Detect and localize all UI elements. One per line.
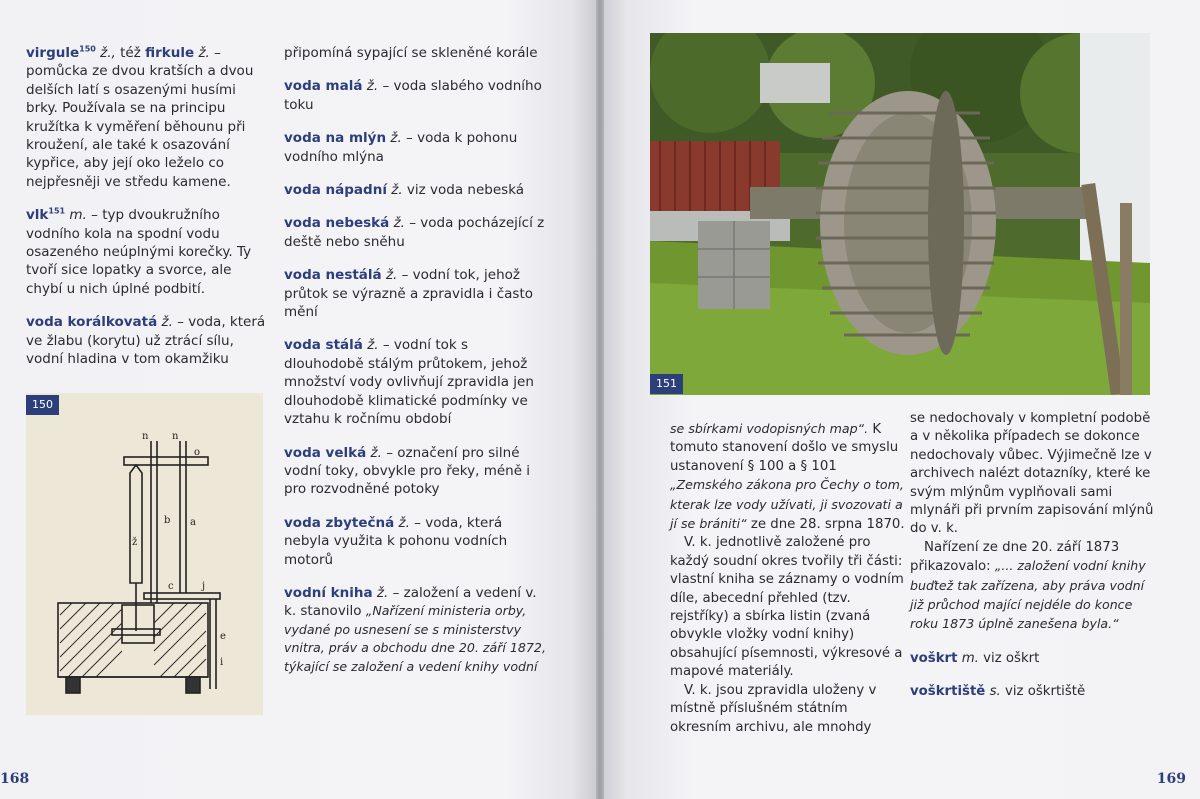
grammar-tag: ž.: [385, 267, 398, 284]
entry-voskrt: [910, 650, 1160, 668]
diagram-label-z: ž: [132, 537, 138, 548]
entry-vlk: [26, 206, 266, 298]
figure-number-151: 151: [650, 374, 683, 394]
entry-continuation: [284, 44, 549, 62]
figure-ref: 150: [79, 44, 96, 54]
compass-tool-diagram: [26, 393, 263, 715]
entry-voda-zbytecna: [284, 514, 549, 569]
entry-vodni-kniha: [284, 584, 549, 676]
entry-text: – založení a vedení v. k. stanovilo: [284, 584, 537, 620]
headword: voda nestálá: [284, 267, 382, 284]
grammar-tag: ž.: [161, 314, 173, 331]
paragraph: [670, 420, 906, 534]
entry-voda-nestala: [284, 266, 549, 321]
headword: voda stálá: [284, 337, 363, 354]
diagram-label-c: c: [168, 581, 174, 592]
grammar-tag: ž.: [390, 130, 402, 147]
entry-text: ze dne 28. srpna 1870.: [746, 517, 905, 533]
diagram-label-n: n: [172, 431, 179, 442]
headword: voda na mlýn: [284, 130, 387, 147]
paragraph: V. k. jsou zpravidla uloženy v místně příslušném státním okresním archivu, ale mnohdy: [670, 682, 877, 735]
entry-text: – voda pocházející z deště nebo sněhu: [284, 215, 545, 250]
left-column-2: [284, 44, 549, 691]
page-number-right: 169: [1156, 771, 1186, 787]
entry-virgule: [26, 44, 266, 191]
entry-quote: „Zemského zákona pro Čechy o tom, kterak lze vody užívati, ji svozovati a jí se brániti“: [670, 477, 904, 532]
right-column-1: [670, 420, 906, 737]
headword: voškrt: [910, 650, 958, 666]
entry-voda-nebeska: [284, 214, 549, 251]
right-page: [604, 0, 1200, 799]
entry-text: – voda, která ve žlabu (korytu) už ztrácí sílu, vodní hladina v tom okamžiku: [26, 314, 266, 368]
grammar-tag: ž.: [367, 337, 379, 354]
entry-text: viz oškrtiště: [1000, 684, 1086, 700]
entry-voda-mala: [284, 77, 549, 114]
entry-text: – voda slabého vodního toku: [284, 78, 542, 113]
entry-voda-napadni: [284, 181, 549, 199]
entry-text: K tomuto stanovení došlo ve smyslu ustanovení § 100 a § 101: [670, 422, 899, 474]
paragraph: se nedochovaly v kompletní podobě a v několika případech se dokonce nedochovaly vůbec. Výjimečně lze v archivech nalézt dotazníky, které ke svým mlýnům vyplňovali sami mlynáři při prvním zapisování mlýnů do v. k.: [910, 411, 1154, 537]
entry-text: – pomůcka ze dvou kratších a dvou delších latí s osazenými husími brky. Používala se na principu kružítka k vyměření běhounu při kroužení, ale také k osazování kypřice, aby její oko leželo co nejpřesněji ve středu kamene.: [26, 45, 254, 190]
entry-text: – typ dvoukružního vodního kola na spodní vodu osazeného neúplnými korečky. Ty tvoří sice lopatky a svorce, ale chybí u nich úplné podbití.: [26, 207, 252, 297]
entry-text: – vodní tok s dlouhodobě stálým průtokem, jehož množství vody ovlivňují zpravidla jen dlouhodobě klimatické podmínky ve vztahu k ročnímu období: [284, 337, 534, 428]
diagram-label-b: b: [164, 515, 171, 526]
grammar-tag: m.: [961, 650, 979, 666]
entry-text: připomíná sypající se skleněné korále: [284, 45, 538, 61]
headword: voda korálkovatá: [26, 314, 158, 331]
right-column-2: [910, 410, 1160, 717]
entry-voda-stala: [284, 336, 549, 428]
left-column-1: [26, 44, 266, 384]
grammar-tag: ž.,: [100, 45, 116, 61]
diagram-label-j: j: [202, 581, 206, 592]
entry-quote: „... založení vodní knihy buďtež tak zařízena, aby práva vodní již průchod mající nejdéle do konce roku 1873 úplně zanešena byla.“: [910, 558, 1146, 632]
water-wheel-illustration: [650, 33, 1150, 395]
entry-text: – označení pro silné vodní toky, obvykle pro řeky, méně i pro rozvodněné potoky: [284, 444, 531, 498]
grammar-tag: ž.: [366, 78, 379, 95]
diagram-label-n: n: [142, 431, 149, 442]
entry-text: – voda k pohonu vodního mlýna: [284, 130, 518, 165]
headword: voškrtiště: [910, 684, 986, 700]
entry-voda-na-mlyn: [284, 129, 549, 166]
headword: virgule: [26, 45, 80, 61]
headword: voda nápadní: [284, 182, 387, 199]
diagram-label-i: i: [220, 657, 224, 668]
grammar-tag: ž.: [370, 444, 382, 461]
headword: vlk: [26, 207, 49, 224]
headword: firkule: [145, 45, 195, 61]
left-page: [0, 0, 596, 799]
headword: voda malá: [284, 78, 363, 95]
entry-quote: se sbírkami vodopisných map“.: [670, 421, 869, 436]
entry-text: viz oškrt: [978, 650, 1040, 666]
water-wheel-photo: [650, 33, 1150, 395]
grammar-tag: ž.: [391, 182, 403, 199]
grammar-tag: ž.: [398, 514, 410, 531]
entry-text: viz voda nebeská: [402, 182, 525, 199]
entry-text: – vodní tok, jehož průtok se výrazně a zpravidla i často mění: [284, 267, 533, 321]
paragraph: V. k. jednotlivě založené pro každý soudní okres tvořily tři části: vlastní kniha se záznamy o vodním díle, abecední přehled (tzv. rejstříky) a sbírka listin (zvaná obvykle vložky vodní knihy) obsahující písemnosti, výkresové a mapové materiály.: [670, 535, 904, 680]
entry-voda-velka: [284, 444, 549, 499]
headword: voda nebeská: [284, 215, 390, 232]
entry-text: – voda, která nebyla využita k pohonu vodních motorů: [284, 514, 508, 568]
entry-text: též: [115, 45, 146, 61]
grammar-tag: ž.: [198, 45, 210, 61]
figure-150-drawing: [26, 393, 263, 715]
entry-voskrtiste: [910, 683, 1160, 701]
headword: vodní kniha: [284, 584, 373, 601]
entry-voda-koralkovata: [26, 313, 266, 368]
figure-number-150: 150: [26, 395, 59, 415]
page-number-left: 168: [0, 771, 30, 787]
grammar-tag: s.: [989, 684, 1001, 700]
grammar-tag: ž.: [393, 215, 405, 232]
diagram-label-e: e: [220, 631, 226, 642]
diagram-label-a: a: [190, 517, 196, 528]
entry-text: Nařízení ze dne 20. září 1873 přikazovalo:: [910, 539, 1120, 575]
grammar-tag: m.: [69, 207, 87, 224]
figure-ref: 151: [48, 206, 66, 216]
entry-quote: „Nařízení ministeria orby, vydané po usnesení se s ministerstvy vnitra, práv a obchodu dne 20. září 1872, týkající se založení a vedení knihy vodní: [284, 603, 546, 674]
headword: voda zbytečná: [284, 514, 395, 531]
diagram-label-o: o: [194, 447, 201, 458]
headword: voda velká: [284, 444, 367, 461]
grammar-tag: ž.: [376, 584, 389, 601]
paragraph: [910, 539, 1160, 635]
